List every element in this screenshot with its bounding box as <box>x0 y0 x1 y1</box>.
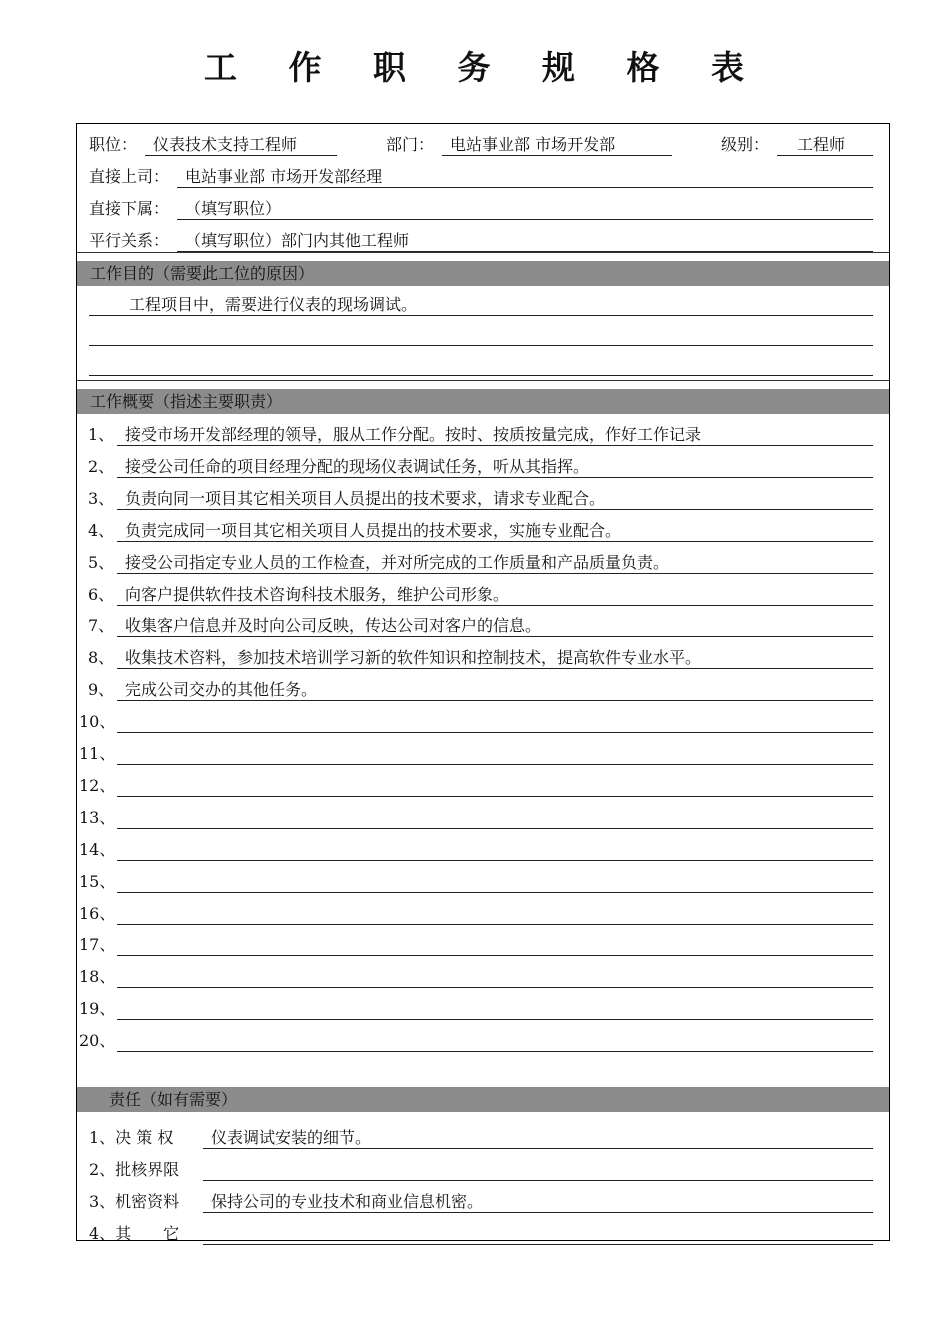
responsibility-heading: 责任（如有需要） <box>77 1087 889 1112</box>
peer-label: 平行关系： <box>89 231 170 250</box>
summary-item-text[interactable] <box>117 903 873 925</box>
summary-item-text[interactable]: 收集客户信息并及时向公司反映，传达公司对客户的信息。 <box>117 615 873 637</box>
purpose-blank-line[interactable] <box>89 324 873 346</box>
summary-item-text[interactable] <box>117 711 873 733</box>
summary-item-number: 11、 <box>79 744 116 763</box>
summary-item-number: 12、 <box>79 775 116 795</box>
summary-item-number: 7、 <box>88 616 115 636</box>
summary-heading: 工作概要（指述主要职责） <box>77 389 889 414</box>
summary-item-text[interactable] <box>117 966 873 988</box>
summary-item-text[interactable] <box>117 807 873 829</box>
summary-item-text[interactable] <box>117 1030 873 1052</box>
summary-item-text[interactable] <box>117 839 873 861</box>
purpose-blank-line[interactable] <box>89 354 873 376</box>
superior-field[interactable]: 电站事业部 市场开发部经理 <box>177 166 873 188</box>
responsibility-field[interactable]: 仪表调试安装的细节。 <box>203 1127 873 1149</box>
department-label: 部门： <box>386 135 435 154</box>
summary-item-text[interactable]: 接受市场开发部经理的领导，服从工作分配。按时、按质按量完成，作好工作记录 <box>117 424 873 446</box>
summary-item-text[interactable] <box>117 743 873 765</box>
responsibility-label: 2、批核界限 <box>89 1160 180 1179</box>
page-title: 工 作 职 务 规 格 表 <box>204 48 764 87</box>
position-field[interactable]: 仪表技术支持工程师 <box>145 134 337 156</box>
summary-item-text[interactable]: 向客户提供软件技术咨询科技术服务，维护公司形象。 <box>117 584 873 606</box>
summary-item-number: 16、 <box>79 903 116 923</box>
summary-item-number: 2、 <box>88 456 115 476</box>
divider <box>77 380 889 381</box>
summary-item-number: 17、 <box>79 935 116 955</box>
summary-item-number: 3、 <box>88 488 115 508</box>
responsibility-field[interactable] <box>203 1159 873 1181</box>
responsibility-label: 3、机密资料 <box>89 1192 180 1211</box>
summary-item-number: 9、 <box>88 680 115 700</box>
divider <box>77 252 889 253</box>
summary-item-number: 14、 <box>79 839 116 859</box>
responsibility-label: 4、其 它 <box>89 1224 180 1243</box>
summary-item-number: 8、 <box>88 648 115 668</box>
summary-item-number: 20、 <box>79 1031 116 1051</box>
level-label: 级别： <box>721 135 770 154</box>
purpose-text[interactable]: 工程项目中，需要进行仪表的现场调试。 <box>89 294 873 316</box>
summary-item-number: 5、 <box>88 552 115 572</box>
summary-item-text[interactable]: 完成公司交办的其他任务。 <box>117 679 873 701</box>
responsibility-field[interactable]: 保持公司的专业技术和商业信息机密。 <box>203 1191 873 1213</box>
subordinate-label: 直接下属： <box>89 199 170 218</box>
department-field[interactable]: 电站事业部 市场开发部 <box>442 134 672 156</box>
summary-item-number: 15、 <box>79 871 116 891</box>
responsibility-label: 1、决 策 权 <box>89 1128 174 1147</box>
summary-item-text[interactable]: 接受公司指定专业人员的工作检查，并对所完成的工作质量和产品质量负责。 <box>117 552 873 574</box>
summary-item-text[interactable] <box>117 934 873 956</box>
superior-label: 直接上司： <box>89 167 170 186</box>
summary-item-text[interactable]: 收集技术咨料，参加技术培训学习新的软件知识和控制技术，提高软件专业水平。 <box>117 647 873 669</box>
summary-item-number: 1、 <box>88 425 115 444</box>
summary-item-number: 4、 <box>88 520 115 540</box>
summary-item-text[interactable]: 接受公司任命的项目经理分配的现场仪表调试任务，听从其指挥。 <box>117 456 873 478</box>
summary-item-text[interactable] <box>117 998 873 1020</box>
subordinate-field[interactable]: （填写职位） <box>177 198 873 220</box>
summary-item-number: 10、 <box>79 712 116 732</box>
summary-item-number: 18、 <box>79 967 116 987</box>
level-field[interactable]: 工程师 <box>777 134 873 156</box>
purpose-heading: 工作目的（需要此工位的原因） <box>77 261 889 286</box>
summary-item-number: 19、 <box>79 999 116 1019</box>
position-label: 职位： <box>89 135 138 154</box>
summary-item-text[interactable]: 负责向同一项目其它相关项目人员提出的技术要求，请求专业配合。 <box>117 488 873 510</box>
peer-field[interactable]: （填写职位）部门内其他工程师 <box>177 230 873 252</box>
summary-item-text[interactable]: 负责完成同一项目其它相关项目人员提出的技术要求，实施专业配合。 <box>117 520 873 542</box>
summary-item-number: 6、 <box>88 584 115 604</box>
responsibility-field[interactable] <box>203 1223 873 1245</box>
summary-item-number: 13、 <box>79 807 116 827</box>
summary-item-text[interactable] <box>117 871 873 893</box>
summary-item-text[interactable] <box>117 775 873 797</box>
